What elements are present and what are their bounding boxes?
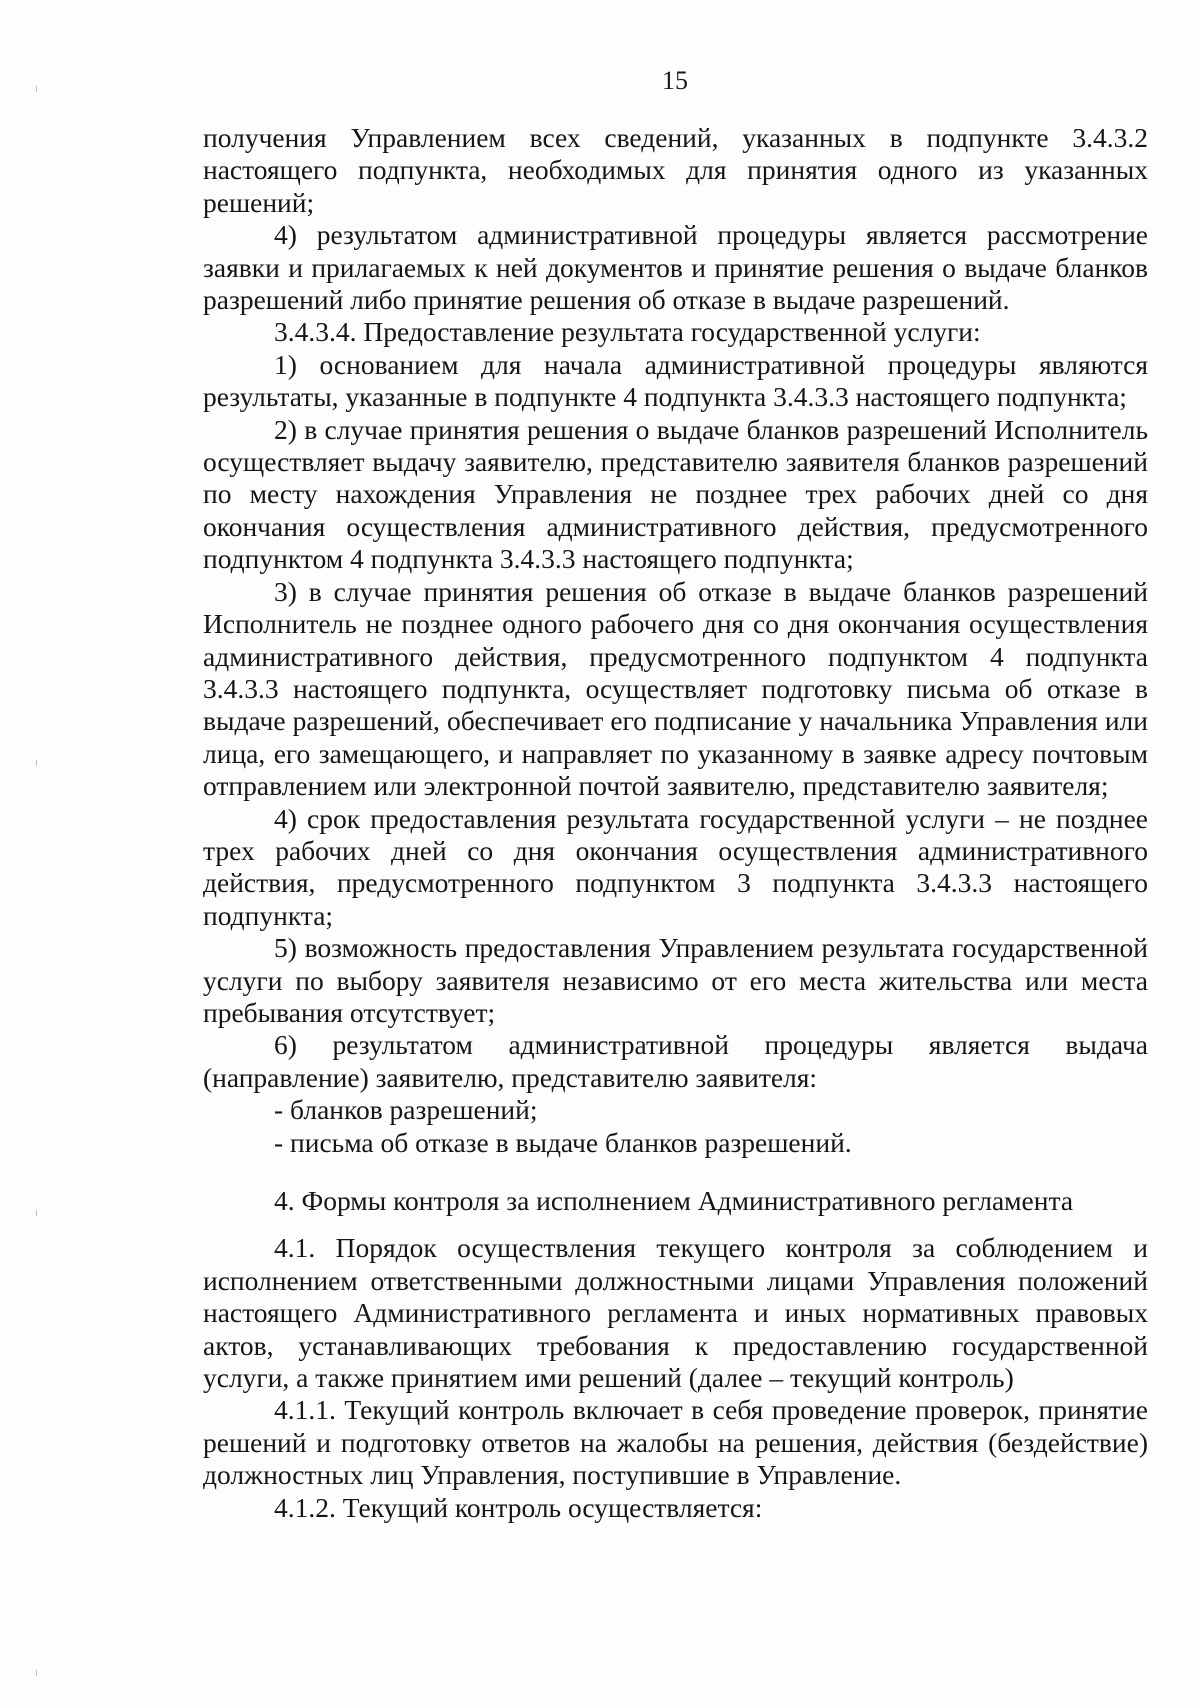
paragraph-item-6-result: 6) результатом административной процедуры является выдача (направление) заявителю, представителю заявителя: xyxy=(203,1029,1148,1093)
scan-mark xyxy=(36,1670,37,1676)
page-number: 15 xyxy=(662,66,688,95)
paragraph-4-1-2: 4.1.2. Текущий контроль осуществляется: xyxy=(274,1491,763,1523)
paragraph-3-4-3-4-heading: 3.4.3.4. Предоставление результата государственной услуги: xyxy=(274,316,981,348)
list-item-forms: - бланков разрешений; xyxy=(274,1094,538,1126)
paragraph-4-1: 4.1. Порядок осуществления текущего контроля за соблюдением и исполнением ответственными должностными лицами Управления положений настоящего Административного регламента и иных нормативных правовых актов, устанавливающих требования к предоставлению государственной услуги, а также принятием ими решений (далее – текущий контроль) xyxy=(203,1232,1148,1394)
list-item-refusal-letter: - письма об отказе в выдаче бланков разрешений. xyxy=(274,1126,852,1158)
section-heading: 4. Формы контроля за исполнением Административного регламента xyxy=(274,1185,1074,1216)
paragraph-item-1-basis: 1) основанием для начала административной процедуры являются результаты, указанные в подпункте 4 подпункта 3.4.3.3 настоящего подпункта; xyxy=(203,348,1148,413)
paragraph-item-3-refusal: 3) в случае принятия решения об отказе в выдаче бланков разрешений Исполнитель не позднее одного рабочего дня со дня окончания осуществления административного действия, предусмотренного подпунктом 4 подпункта 3.4.3.3 настоящего подпункта, осуществляет подготовку письма об отказе в выдаче разрешений, обеспечивает его подписание у начальника Управления или лица, его замещающего, и направляет по указанному в заявке адресу почтовым отправлением или электронной почтой заявителю, представителю заявителя; xyxy=(203,575,1148,802)
paragraph-item-4-term: 4) срок предоставления результата государственной услуги – не позднее трех рабочих дней со дня окончания осуществления административного действия, предусмотренного подпунктом 3 подпункта 3.4.3.3 настоящего подпункта; xyxy=(203,802,1148,931)
paragraph-continuation: получения Управлением всех сведений, указанных в подпункте 3.4.3.2 настоящего подпункта, необходимых для принятия одного из указанных решений; xyxy=(203,122,1148,218)
paragraph-item-5-option: 5) возможность предоставления Управлением результата государственной услуги по выбору заявителя независимо от его места жительства или места пребывания отсутствует; xyxy=(203,932,1148,1028)
paragraph-4-1-1: 4.1.1. Текущий контроль включает в себя проведение проверок, принятие решений и подготовку ответов на жалобы на решения, действия (бездействие) должностных лиц Управления, поступившие в Управление. xyxy=(203,1394,1148,1491)
scan-mark xyxy=(36,760,37,766)
body-text xyxy=(203,122,1148,1524)
scan-mark xyxy=(36,1210,37,1216)
paragraph-item-2-issue: 2) в случае принятия решения о выдаче бланков разрешений Исполнитель осуществляет выдачу заявителю, представителю заявителя бланков разрешений по месту нахождения Управления не позднее трех рабочих дней со дня окончания осуществления административного действия, предусмотренного подпунктом 4 подпункта 3.4.3.3 настоящего подпункта; xyxy=(203,413,1148,575)
paragraph-item-4-result: 4) результатом административной процедуры является рассмотрение заявки и прилагаемых к ней документов и принятие решения о выдаче бланков разрешений либо принятие решения об отказе в выдаче разрешений. xyxy=(203,219,1148,316)
